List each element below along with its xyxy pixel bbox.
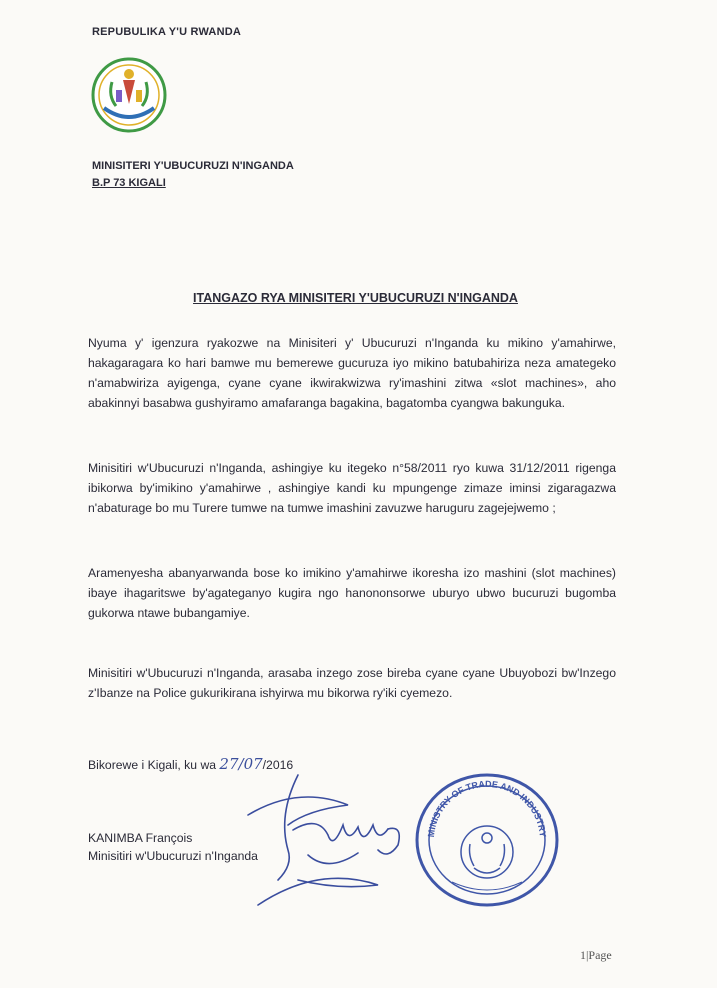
announcement-paragraph: Aramenyesha abanyarwanda bose ko imikino y'amahirwe ikoresha izo mashini (slot machines) ibaye ihagaritswe by'agateganyo kugira ngo hanononsorwe uburyo ubwo bucuruzi bugomba gukorwa ntawe bubangamiye. bbox=[88, 566, 616, 620]
ministry-stamp-icon bbox=[412, 770, 562, 910]
date-prefix: Bikorewe i Kigali, ku wa bbox=[88, 758, 220, 772]
stamp-text: MINISTRY OF TRADE AND INDUSTRY bbox=[425, 778, 548, 838]
handwritten-date: 27/07 bbox=[219, 755, 263, 773]
rwanda-coat-of-arms-icon bbox=[90, 56, 168, 134]
announcement-paragraph: Minisitiri w'Ubucuruzi n'Inganda, ashingiye ku itegeko n°58/2011 ryo kuwa 31/12/2011 rigenga ibikorwa by'imikino y'amahirwe , ashingiye kandi ku mpungenge zimaze iminsi zigaragazwa n'abaturage bo mu Turere tumwe na tumwe imashini zavuzwe haruguru zagejejwemo ; bbox=[88, 461, 616, 515]
date-suffix: /2016 bbox=[262, 758, 294, 772]
signer-name: KANIMBA François bbox=[88, 831, 193, 845]
postal-address: B.P 73 KIGALI bbox=[92, 177, 166, 189]
announcement-paragraph: Minisitiri w'Ubucuruzi n'Inganda, arasaba inzego zose bireba cyane cyane Ubuyobozi bw'Inzego z'Ibanze na Police gukurikirana ishyirwa mu bikorwa ry'iki cyemezo. bbox=[88, 666, 616, 700]
country-header: REPUBULIKA Y'U RWANDA bbox=[92, 26, 242, 38]
signer-title: Minisitiri w'Ubucuruzi n'Inganda bbox=[88, 849, 258, 863]
ministry-name: MINISITERI Y'UBUCURUZI N'INGANDA bbox=[92, 160, 294, 172]
page-number: 1|Page bbox=[580, 948, 612, 962]
announcement-title: ITANGAZO RYA MINISITERI Y'UBUCURUZI N'INGANDA bbox=[193, 291, 518, 305]
handwritten-signature-icon bbox=[238, 755, 413, 915]
announcement-paragraph: Nyuma y' igenzura ryakozwe na Minisiteri y' Ubucuruzi n'Inganda ku mikino y'amahirwe, hakagaragara ko hari bamwe mu bemerewe gucuruza iyo mikino batubahiriza neza amategeko n'amabwiriza ayigenga, cyane cyane ikwirakwizwa ry'imashini zitwa «slot machines», aho abakinnyi basabwa gushyiramo amafaranga bagakina, bagatomba cyangwa bakunguka. bbox=[88, 336, 616, 410]
